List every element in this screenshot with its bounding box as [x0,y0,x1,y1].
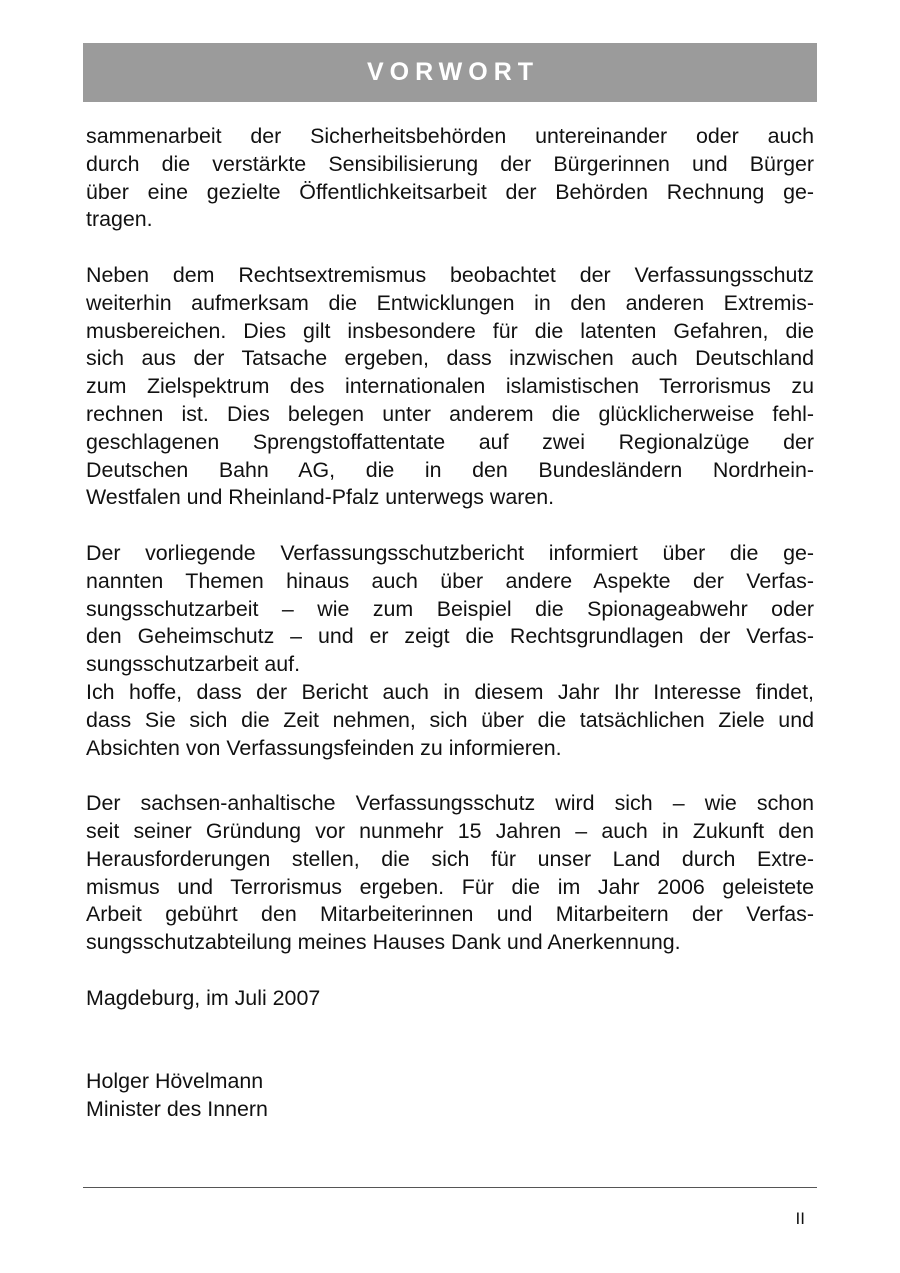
text-line: Absichten von Verfassungsfeinden zu informieren. [86,735,562,760]
text-line: sungsschutzarbeit auf. [86,652,301,677]
text-line: Der sachsen-anhaltische Verfassungsschutz wird sich – wie schon [86,791,814,816]
paragraph-spacer [86,512,814,540]
signature-spacer [86,1013,814,1069]
paragraph-4 [86,679,814,762]
text-line: durch die verstärkte Sensibilisierung der Bürgerinnen und Bürger [86,151,814,176]
text-line: Deutschen Bahn AG, die in den Bundesländern Nordrhein- [86,457,814,482]
text-line: Neben dem Rechtsextremismus beobachtet der Verfassungsschutz [86,262,814,287]
text-line: den Geheimschutz – und er zeigt die Rechtsgrundlagen der Verfas- [86,624,814,649]
place-date-text: Magdeburg, im Juli 2007 [86,985,321,1010]
section-header-bar [83,43,817,102]
text-line: musbereichen. Dies gilt insbesondere für die latenten Gefahren, die [86,318,814,343]
text-line: Ich hoffe, dass der Bericht auch in diesem Jahr Ihr Interesse findet, [86,679,814,704]
text-line: sungsschutzarbeit – wie zum Beispiel die Spionageabwehr oder [86,596,814,621]
paragraph-5 [86,790,814,957]
text-line: geschlagenen Sprengstoffattentate auf zwei Regionalzüge der [86,429,814,454]
text-line: Herausforderungen stellen, die sich für unser Land durch Extre- [86,846,814,871]
text-line: zum Zielspektrum des internationalen islamistischen Terrorismus zu [86,374,814,399]
page-number: II [795,1209,805,1228]
paragraph-2 [86,262,814,512]
paragraph-3 [86,540,814,679]
paragraph-spacer [86,234,814,262]
text-line: Der vorliegende Verfassungsschutzbericht informiert über die ge- [86,540,814,565]
footer-divider [83,1187,817,1188]
paragraph-spacer [86,762,814,790]
text-line: sich aus der Tatsache ergeben, dass inzwischen auch Deutschland [86,346,814,371]
paragraph-spacer [86,957,814,985]
text-line: mismus und Terrorismus ergeben. Für die im Jahr 2006 geleistete [86,874,814,899]
section-title: VORWORT [366,58,540,86]
text-line: seit seiner Gründung vor nunmehr 15 Jahren – auch in Zukunft den [86,818,814,843]
text-line: Westfalen und Rheinland-Pfalz unterwegs waren. [86,485,555,510]
text-line: tragen. [86,207,153,232]
signature-block [86,1068,814,1124]
signature-name: Holger Hövelmann [86,1069,264,1094]
text-line: sammenarbeit der Sicherheitsbehörden untereinander oder auch [86,124,814,148]
text-line: dass Sie sich die Zeit nehmen, sich über die tatsächlichen Ziele und [86,707,814,732]
text-line: sungsschutzabteilung meines Hauses Dank und Anerkennung. [86,930,681,955]
text-line: über eine gezielte Öffentlichkeitsarbeit der Behörden Rechnung ge- [86,179,814,204]
document-body [86,123,814,1124]
text-line: weiterhin aufmerksam die Entwicklungen in den anderen Extremis- [86,290,814,315]
text-line: nannten Themen hinaus auch über andere Aspekte der Verfas- [86,568,814,593]
paragraph-1 [86,123,814,234]
place-date [86,985,814,1013]
text-line: rechnen ist. Dies belegen unter anderem die glücklicherweise fehl- [86,401,814,426]
text-line: Arbeit gebührt den Mitarbeiterinnen und Mitarbeitern der Verfas- [86,902,814,927]
signature-role: Minister des Innern [86,1096,268,1121]
